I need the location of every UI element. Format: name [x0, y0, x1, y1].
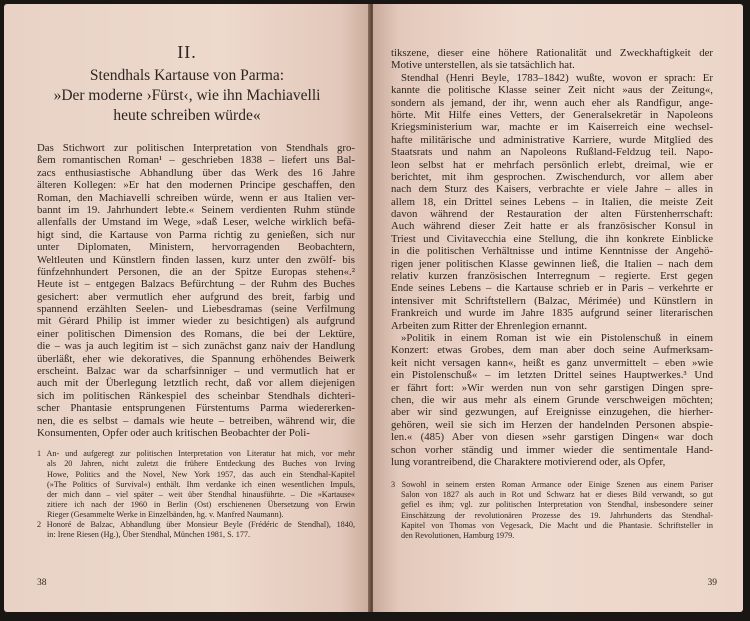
text-line: allenfalls der Umstand im Wege, »daß Leser, welche wirklich befä-: [37, 216, 355, 229]
text-line: davon während der Restauration der alten Fürstenherrschaft:: [391, 208, 713, 221]
text-line: fünfzehnhundert Personen, die an der Spitze Europas stehen«.²: [37, 265, 355, 278]
text-line: nen, die es selbst – damals wie heute – betreiben, während wir, die: [37, 414, 355, 427]
text-line: aber wir sind gezwungen, auf Ereignisse einzugehen, die hierher-: [391, 406, 713, 419]
text-line: Roman, den Machiavelli schreiben würde, wenn er aus Italien ver-: [37, 191, 355, 204]
text-line: spannend erzählten Seelen- und Liebesdramas (seine Verfilmung: [37, 303, 355, 316]
text-line: er fährt fort: »Wir werden nun von sehr garstigen Dingen spre-: [391, 381, 713, 394]
text-line: gehören, weil sie sich im Herzen der handelnden Personen abspie-: [391, 418, 713, 431]
text-line: Heute ist – entgegen Balzacs Befürchtung – der Ruhm des Buches: [37, 278, 355, 291]
text-line: gesichert: aber vermutlich eher aufgrund des breit, farbig und: [37, 290, 355, 303]
text-line: Salon von 1827 als auch in Rot und Schwarz hat er dieses Bild verwandt, so gut: [401, 490, 713, 500]
text-line: gefiel es ihm; vgl. zur politischen Interpretation von Stendhal, insbesondere seiner: [401, 500, 713, 510]
text-line: 2 Honoré de Balzac, Abhandlung über Monsieur Beyle (Frédéric de Stendhal), 1840,: [37, 520, 355, 530]
text-line: sich im politischen Ränkespiel des scheinbar Stendhals dichteri-: [37, 389, 355, 402]
text-line: in: Irene Riesen (Hg.), Über Stendhal, München 1981, S. 177.: [47, 530, 251, 540]
text-line: älteren Kollegen: »Er hat den modernen Principe geschaffen, den: [37, 179, 355, 192]
text-line: 3 Sowohl in seinem ersten Roman Armance oder Einige Szenen aus einem Pariser: [391, 480, 713, 490]
text-line: hörte. Mit Hilfe eines Vetters, der Generalsekretär in Napoleons: [391, 108, 713, 121]
text-line: Auch während dieser Zeit hatte er als französischer Konsul in: [391, 220, 713, 233]
text-line: Ende seines Lebens – die Kartause schrieb er in Paris – verkehrte er: [391, 282, 713, 295]
text-line: tikszene, dieser eine höhere Rationalität und Zweckhaftigkeit der: [391, 47, 713, 59]
text-line: erscheint. Balzac war da scharfsinniger – und vermutlich hat er: [37, 365, 355, 378]
text-line: Motive unterstellen, als sie tatsächlich hat.: [391, 59, 575, 72]
text-line: unter Diplomaten, Ministern, hervorragenden Beobachtern,: [37, 241, 355, 254]
text-line: intensiver mit Schriftstellern (Balzac, Mérimée) und Künstlern in: [391, 294, 713, 307]
text-line: lung vorantreibend, die Charaktere motivierend oder, als Opfer,: [391, 455, 666, 468]
text-line: schon vorher ständig und immer wieder die sentimentale Hand-: [391, 443, 713, 456]
text-line: die – was ja auch legitim ist – sich zunächst ganz naiv der Handlung: [37, 340, 355, 353]
chapter-title-line: heute schreiben würde«: [113, 107, 261, 124]
text-line: überläßt, eher wie dekoratives, die Spannung erhöhendes Beiwerk: [37, 352, 355, 365]
text-line: in die politischen Verhältnisse und intime Kenntnisse der Angehö-: [391, 245, 713, 258]
text-line: Konzert: etwas Grobes, dem man aber doch seine Aufmerksam-: [391, 344, 713, 357]
text-line: sondern als jemand, der ihr, wenn auch eher als Randfigur, ange-: [391, 96, 713, 109]
text-line: hafte militärische und administrative Karriere, wurde Mitglied des: [391, 133, 713, 146]
text-line: Howe, Politics and the Novel, New York 1957, das auch ein Stendhal-Kapitel: [47, 469, 355, 479]
text-line: zacs enthusiastische Abhandlung über das Werk des 16 Jahre: [37, 166, 355, 179]
right-page: [373, 4, 743, 612]
text-line: Triest und Civitavecchia eine Stellung, die ihn konkrete Einblicke: [391, 232, 713, 245]
text-line: Konsumenten, Opfer oder auch kritischen Beobachter der Poli-: [37, 426, 310, 439]
text-line: 1 An- und aufgeregt zur politischen Interpretation von Literatur hat mich, vor mehr: [37, 449, 355, 459]
text-line: Staatsrats und nahm an Napoleons Rußland-Feldzug teil. Napo-: [391, 146, 713, 159]
page-number-right: 39: [707, 578, 717, 588]
text-line: zitiere ich nach der 1960 in Berlin (Ost) erschienenen Übersetzung von Erwin: [47, 499, 355, 509]
text-line: allem 18, ein Drittel seines Lebens – in Italien, die meiste Zeit: [391, 195, 713, 208]
text-line: Arbeiten zum Ritter der Ehrenlegion ernannt.: [391, 319, 588, 332]
text-line: rigen jener politischen Klasse gewinnen ließ, die Italien – nach dem: [391, 257, 713, 270]
text-line: leon selbst hat er mehrfach persönlich erlebt, dreimal, wie er: [391, 158, 713, 171]
chapter-title-line: »Der moderne ›Fürst‹, wie ihn Machiavelli: [53, 87, 321, 104]
text-line: mit Gérard Philip ist immer wieder zu besichtigen) als aufgrund: [37, 315, 355, 328]
text-line: Frankreich und wurde im Jahre 1835 aufgrund seiner literarischen: [391, 307, 713, 320]
text-line: ein Pistolenschuß« – im letzten Drittel seines Hauptwerkes.³ Und: [391, 369, 713, 382]
text-line: als 20 Jahren, nicht zuletzt die frühere Entdeckung des Buches von Irving: [47, 459, 355, 469]
text-line: (»The Politics of Survival«) enthält. Ihm verdanke ich einen wesentlichen Impuls,: [47, 479, 355, 489]
text-line: auch mit der Überlegung letztlich recht, daß vor allem diejenigen: [37, 377, 355, 390]
text-line: kannte die politische Klasse seiner Zeit nicht »aus der Zeitung«,: [391, 84, 713, 97]
text-line: keit nicht versagen kann«, heißt es ganz unvermittelt – eben »wie: [391, 356, 713, 369]
page-number-left: 38: [37, 578, 47, 588]
text-line: Rieger (Gesammelte Werke in Einzelbänden, hg. v. Manfred Naumann).: [47, 509, 284, 519]
text-line: berichtet, mit ihm gesprochen. Zwischendurch, vor allem aber: [391, 170, 713, 183]
text-line: Das Stichwort zur politischen Interpretation von Stendhals gro-: [37, 142, 355, 154]
text-line: higt sind, die Kartause von Parma richtig zu genießen, sich nur: [37, 228, 355, 241]
left-body-text: [37, 142, 355, 540]
text-line: Kriegsministerium war, machte er im Kaiserreich eine wechsel-: [391, 121, 713, 134]
left-footnotes: [37, 449, 355, 540]
chapter-number: II.: [177, 42, 197, 62]
right-body-text: [391, 47, 713, 541]
text-line: »Politik in einem Roman ist wie ein Pistolenschuß in einem: [401, 331, 713, 344]
text-line: Weltleuten und Künstlern finden lassen, kurz unter den zwölf- bis: [37, 253, 355, 266]
text-line: relativ kurzen französischen Interregnum – regierte. Erst gegen: [391, 270, 713, 283]
text-line: nach dem Sturz des Kaisers, verbrachte er viele Jahre – alles in: [391, 183, 713, 196]
text-line: den Revolutionen, Hamburg 1979.: [401, 530, 515, 540]
text-line: ßem romantischen Roman¹ – geschrieben 1838 – liefert uns Bal-: [37, 154, 355, 167]
left-page: [4, 4, 370, 612]
right-footnotes: [391, 480, 713, 541]
text-line: Kapitel von Thomas von Vegesack, Die Macht und die Phantasie. Schriftsteller in: [401, 520, 713, 530]
text-line: einer politischen Dimension des Romans, die bei der Lektüre,: [37, 327, 355, 340]
text-line: chen, die wir aus mehr als einem Grunde verschweigen möchten;: [391, 393, 713, 406]
text-line: der mich dann – viel später – weit über Stendhal hinausführte. – Die »Kartause«: [47, 489, 355, 499]
text-line: Einschätzung der revolutionären Prozesse des 19. Jahrhunderts das Stendhal-: [401, 510, 713, 520]
text-line: Stendhal (Henri Beyle, 1783–1842) wußte, wovon er sprach: Er: [401, 71, 713, 84]
text-line: bannt im 19. Jahrhundert lebte.« Seinem verdienten Ruhm stünde: [37, 203, 355, 216]
text-line: len.« (485) Aber von diesen »sehr garstigen Dingen« war doch: [391, 431, 713, 444]
chapter-title-line: Stendhals Kartause von Parma:: [89, 67, 285, 84]
chapter-heading: [4, 42, 370, 126]
text-line: scher Phantasie entsprungenen Fürstentums Parma wiedererken-: [37, 402, 355, 415]
